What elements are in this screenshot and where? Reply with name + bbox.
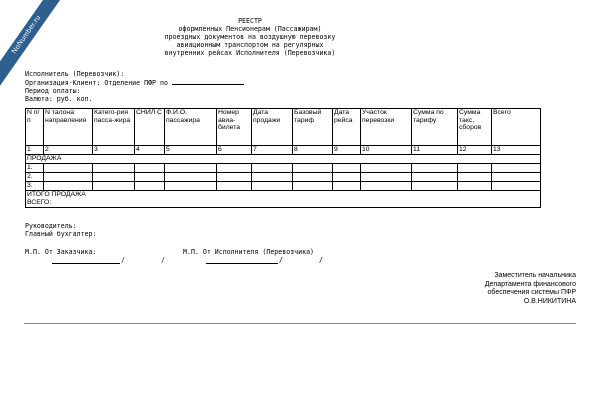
table-cell[interactable] [458, 164, 492, 173]
column-number: 5 [165, 146, 217, 155]
executor-signature-line[interactable] [206, 256, 278, 264]
table-cell[interactable] [492, 164, 541, 173]
header-cell: Участок перевозки [361, 109, 412, 146]
header-cell: Ф.И.О. пассажира [165, 109, 217, 146]
column-number: 7 [252, 146, 293, 155]
header-cell: Катего-рия пасса-жира [93, 109, 135, 146]
client-blank-line[interactable] [172, 78, 244, 85]
table-cell[interactable] [361, 182, 412, 191]
approver-line: обеспечения системы ПФР [487, 289, 576, 297]
signature-slash: / [319, 256, 323, 264]
section-row-sales [26, 155, 541, 164]
table-row [26, 164, 541, 173]
column-number: 8 [293, 146, 333, 155]
row-number: 3. [26, 182, 44, 191]
table-cell[interactable] [44, 173, 93, 182]
column-number: 6 [217, 146, 252, 155]
title-line: проездных документов на воздушную перевозку [164, 33, 336, 41]
column-number: 11 [412, 146, 458, 155]
total-sales-label: ИТОГО ПРОДАЖА [27, 191, 86, 198]
column-number: 13 [492, 146, 541, 155]
table-cell[interactable] [135, 164, 165, 173]
table-cell[interactable] [293, 173, 333, 182]
table-cell[interactable] [165, 164, 217, 173]
client-field [25, 78, 325, 87]
table-cell[interactable] [492, 182, 541, 191]
table-row [26, 182, 541, 191]
table-header-row [26, 109, 541, 146]
table-cell[interactable] [333, 182, 361, 191]
customer-signature-line[interactable] [52, 256, 120, 264]
title-line: оформленных Пенсионерам (Пассажирам) [178, 25, 322, 33]
table-cell[interactable] [252, 182, 293, 191]
table-cell[interactable] [333, 164, 361, 173]
table-cell[interactable] [165, 182, 217, 191]
customer-stamp-label: М.П. От Заказчика: [25, 248, 97, 256]
table-cell[interactable] [93, 182, 135, 191]
table-cell[interactable] [135, 173, 165, 182]
column-number: 9 [333, 146, 361, 155]
table-cell[interactable] [44, 182, 93, 191]
column-number: 1 [26, 146, 44, 155]
column-number: 10 [361, 146, 412, 155]
client-label: Организация-Клиент: Отделение ПФР по [25, 79, 168, 87]
column-number: 4 [135, 146, 165, 155]
currency-field: Валюта: руб. коп. [25, 95, 93, 103]
table-cell[interactable] [165, 173, 217, 182]
approver-name: О.В.НИКИТИНА [523, 297, 576, 305]
table-cell[interactable] [252, 173, 293, 182]
table-cell[interactable] [333, 173, 361, 182]
table-cell[interactable] [492, 173, 541, 182]
header-cell: Дата продажи [252, 109, 293, 146]
table-cell[interactable] [412, 173, 458, 182]
header-cell: N п/п [26, 109, 44, 146]
table-cell[interactable] [361, 164, 412, 173]
approver-line: Заместитель начальника [494, 272, 576, 279]
column-number: 3 [93, 146, 135, 155]
total-cell [26, 191, 541, 208]
watermark-badge [0, 6, 43, 76]
signature-slash: / [279, 256, 283, 264]
signature-slash: / [121, 256, 125, 264]
header-cell: Сумма по тарифу [412, 109, 458, 146]
table-cell[interactable] [412, 182, 458, 191]
stamps-block [25, 248, 355, 266]
executor-field: Исполнитель (Перевозчик): [25, 70, 125, 78]
column-number: 12 [458, 146, 492, 155]
grand-total-label: ВСЕГО: [27, 198, 52, 206]
table-cell[interactable] [217, 182, 252, 191]
row-number: 1. [26, 164, 44, 173]
column-number-row [26, 146, 541, 155]
signers-block [25, 222, 285, 238]
title-line: авиационным транспортом на регулярных [176, 41, 324, 49]
header-cell: Базовый тариф [293, 109, 333, 146]
table-cell[interactable] [293, 182, 333, 191]
table-cell[interactable] [93, 164, 135, 173]
total-row [26, 191, 541, 208]
table-cell[interactable] [135, 182, 165, 191]
executor-stamp-label: М.П. От Исполнителя (Перевозчика) [183, 248, 315, 256]
header-cell: Номер авиа-билета [217, 109, 252, 146]
table-cell[interactable] [44, 164, 93, 173]
table-cell[interactable] [458, 173, 492, 182]
table-cell[interactable] [458, 182, 492, 191]
bottom-divider [24, 323, 576, 324]
table-cell[interactable] [293, 164, 333, 173]
table-cell[interactable] [361, 173, 412, 182]
column-number: 2 [44, 146, 93, 155]
approver-line: Департамента финансового [484, 280, 576, 288]
table-row [26, 173, 541, 182]
header-cell: СНИЛ С [135, 109, 165, 146]
table-cell[interactable] [217, 164, 252, 173]
table-cell[interactable] [217, 173, 252, 182]
section-label: ПРОДАЖА [26, 155, 541, 164]
header-cell: Всего [492, 109, 541, 146]
payment-period-field: Период оплаты: [25, 87, 81, 95]
title-line: РЕЕСТР [238, 17, 262, 25]
header-cell: N талона направления [44, 109, 93, 146]
watermark-text: NoNumber.ru [10, 14, 43, 56]
signature-slash: / [161, 256, 165, 264]
header-cell: Сумма такс, сборов [458, 109, 492, 146]
header-cell: Дата рейса [333, 109, 361, 146]
table-cell[interactable] [93, 173, 135, 182]
head-signature-label: Руководитель: [25, 222, 77, 230]
row-number: 2. [26, 173, 44, 182]
document-title [150, 17, 350, 57]
title-line: внутренних рейсах Исполнителя (Перевозчика) [164, 49, 336, 57]
approver-block [430, 272, 576, 306]
header-fields [25, 70, 325, 103]
registry-table [25, 108, 541, 208]
table-cell[interactable] [252, 164, 293, 173]
chief-accountant-label: Главный бухгалтер: [25, 230, 97, 238]
table-cell[interactable] [412, 164, 458, 173]
